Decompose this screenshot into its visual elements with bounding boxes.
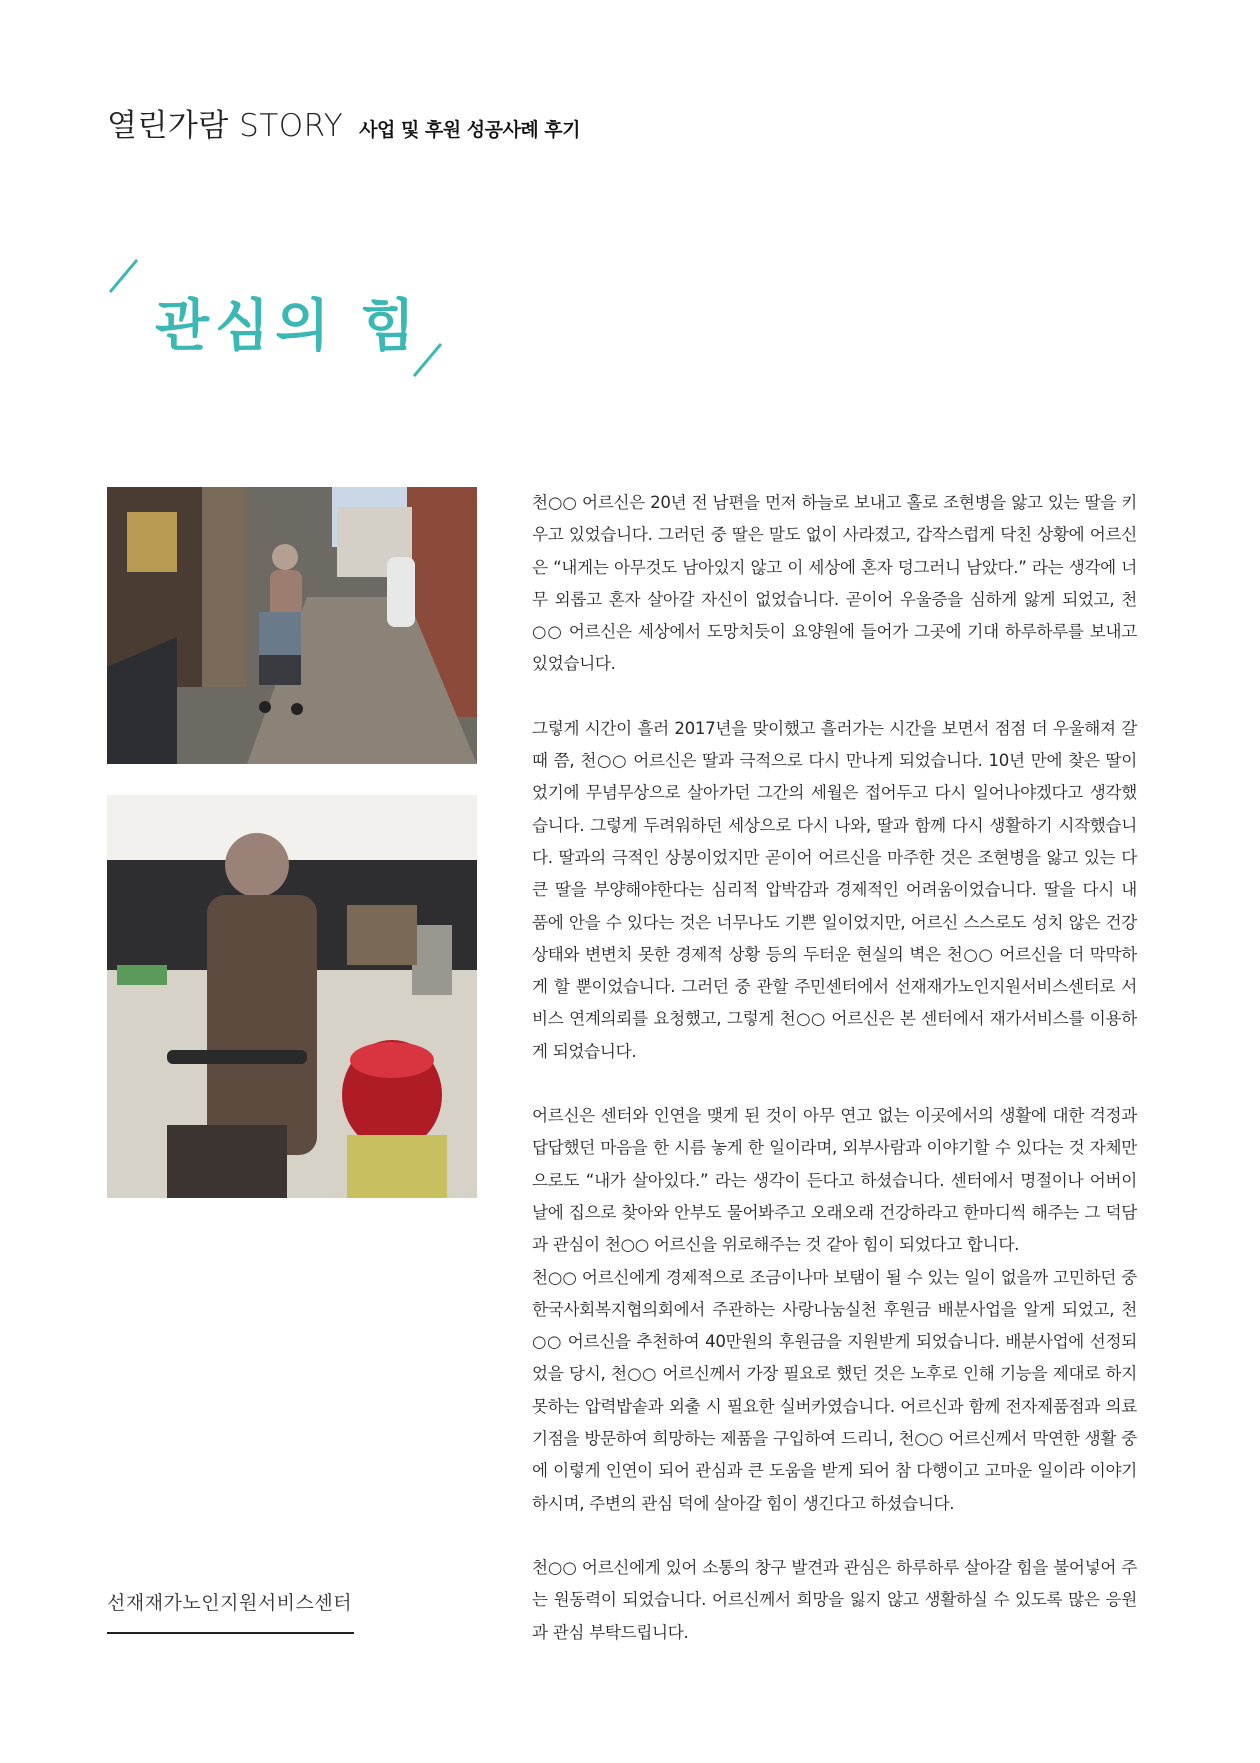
paragraph: 천○○ 어르신에게 있어 소통의 창구 발견과 관심은 하루하루 살아갈 힘을 불어넣어 주는 원동력이 되었습니다. 어르신께서 희망을 잃지 않고 생활하실 수 있도록 많은 응원과 관심 부탁드립니다. (532, 1557, 1137, 1642)
magazine-title: 열린가람 STORY (107, 108, 344, 144)
paragraph: 어르신은 센터와 인연을 맺게 된 것이 아무 연고 없는 이곳에서의 생활에 대한 걱정과 답답했던 마음을 한 시름 놓게 한 일이라며, 외부사람과 이야기할 수 있다는 것 자체만으로도 “내가 살아있다.” 라는 생각이 든다고 하셨습니다. 센터에서 명절이나 어버이날에 집으로 찾아와 안부도 물어봐주고 오래오래 건강하라고 한마디씩 해주는 그 덕담과 관심이 천○○ 어르신을 위로해주는 것 같아 힘이 되었다고 합니다. (532, 1106, 1137, 1255)
page-header (107, 100, 580, 145)
photo-street (107, 487, 477, 764)
section-title: 사업 및 후원 성공사례 후기 (359, 119, 581, 141)
title-slash-top (109, 259, 138, 293)
photo-kitchen (107, 795, 477, 1198)
paragraph: 천○○ 어르신에게 경제적으로 조금이나마 보탬이 될 수 있는 일이 없을까 고민하던 중 한국사회복지협의회에서 주관하는 사랑나눔실천 후원금 배분사업을 알게 되었고, 천○○ 어르신을 추천하여 40만원의 후원금을 지원받게 되었습니다. 배분사업에 선정되었을 당시, 천○○ 어르신께서 가장 필요로 했던 것은 노후로 인해 기능을 제대로 하지 못하는 압력밥솥과 외출 시 필요한 실버카였습니다. 어르신과 함께 전자제품점과 의료기점을 방문하여 희망하는 제품을 구입하여 드리니, 천○○ 어르신께서 막연한 생활 중에 이렇게 인연이 되어 관심과 큰 도움을 받게 되어 참 다행이고 고마운 일이라 이야기 하시며, 주변의 관심 덕에 살아갈 힘이 생긴다고 하셨습니다. (532, 1267, 1137, 1513)
paragraph: 그렇게 시간이 흘러 2017년을 맞이했고 흘러가는 시간을 보면서 점점 더 우울해져 갈 때 쯤, 천○○ 어르신은 딸과 극적으로 다시 만나게 되었습니다. 10년 만에 찾은 딸이었기에 무념무상으로 살아가던 그간의 세월은 접어두고 다시 일어나야겠다고 생각했습니다. 그렇게 두려워하던 세상으로 다시 나와, 딸과 함께 다시 생활하기 시작했습니다. 딸과의 극적인 상봉이었지만 곧이어 어르신을 마주한 것은 조현병을 앓고 있는 다 큰 딸을 부양해야한다는 심리적 압박감과 경제적인 어려움이었습니다. 딸을 다시 내 품에 안을 수 있다는 것은 너무나도 기쁜 일이었지만, 어르신 스스로도 성치 않은 건강상태와 변변치 못한 경제적 상황 등의 두터운 현실의 벽은 천○○ 어르신을 더 막막하게 할 뿐이었습니다. 그러던 중 관할 주민센터에서 선재재가노인지원서비스센터로 서비스 연계의뢰를 요청했고, 그렇게 천○○ 어르신은 본 센터에서 재가서비스를 이용하게 되었습니다. (532, 718, 1137, 1061)
article-title: 관심의 힘 (155, 293, 421, 359)
article-body (532, 487, 1137, 1649)
organization-name: 선재재가노인지원서비스센터 (107, 1592, 353, 1614)
organization-underline (107, 1632, 354, 1634)
paragraph: 천○○ 어르신은 20년 전 남편을 먼저 하늘로 보내고 홀로 조현병을 앓고 있는 딸을 키우고 있었습니다. 그러던 중 딸은 말도 없이 사라졌고, 갑작스럽게 닥친 상황에 어르신은 “내게는 아무것도 남아있지 않고 이 세상에 혼자 덩그러니 남았다.” 라는 생각에 너무 외롭고 혼자 살아갈 자신이 없었습니다. 곧이어 우울증을 심하게 앓게 되었고, 천○○ 어르신은 세상에서 도망치듯이 요양원에 들어가 그곳에 기대 하루하루를 보내고 있었습니다. (532, 493, 1137, 674)
